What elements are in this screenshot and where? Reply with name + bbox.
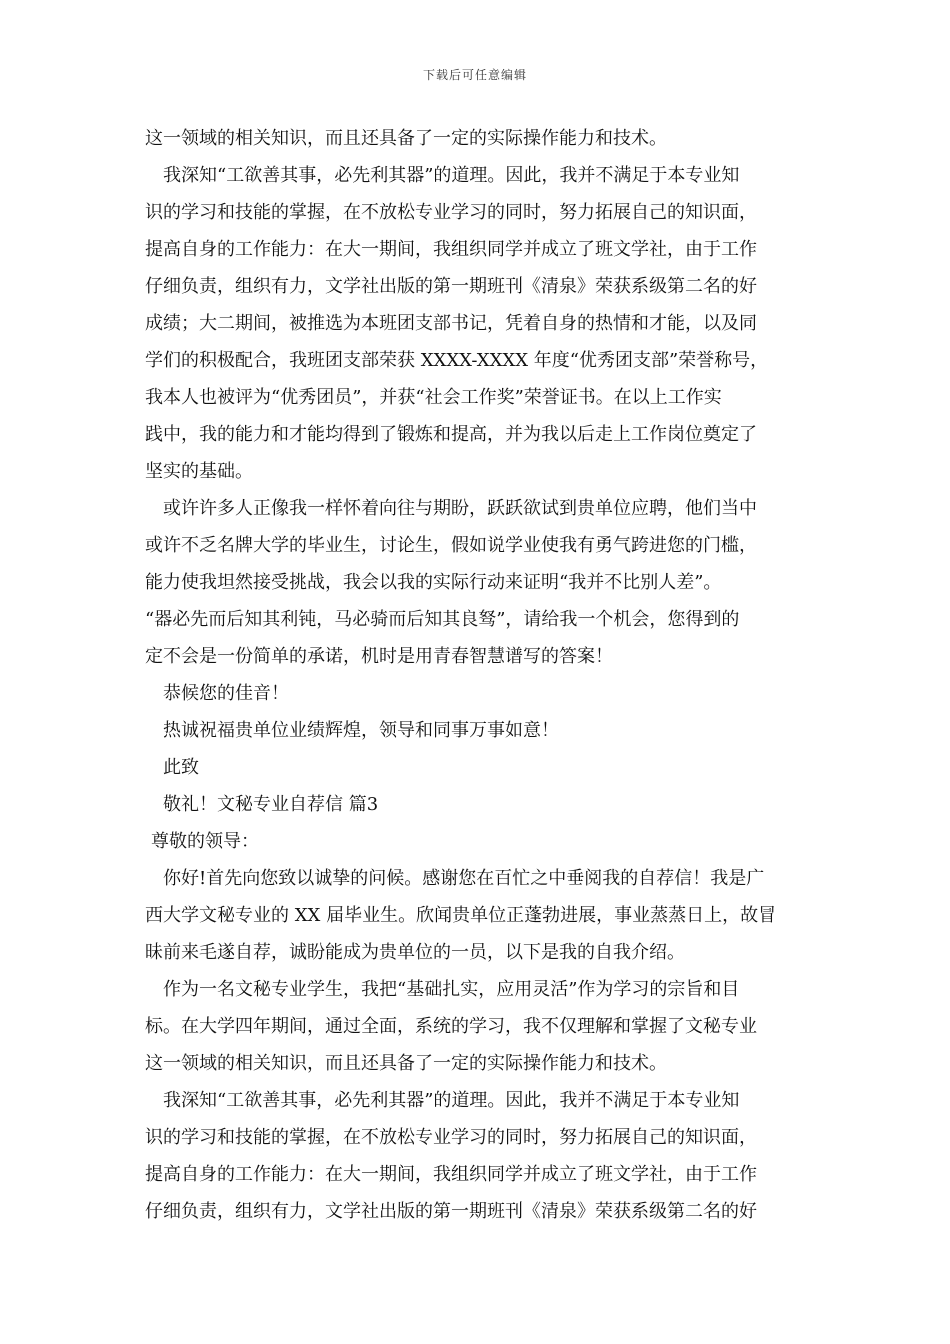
text-line: 此致 [163, 757, 199, 778]
text-line: 昧前来毛遂自荐，诚盼能成为贵单位的一员，以下是我的自我介绍。 [145, 942, 685, 963]
text-line: 标。在大学四年期间，通过全面，系统的学习，我不仅理解和掌握了文秘专业 [145, 1016, 757, 1037]
text-line: 作为一名文秘专业学生，我把“基础扎实，应用灵活”作为学习的宗旨和目 [163, 979, 740, 1000]
text-line: 尊敬的领导： [151, 831, 259, 852]
text-line: 我本人也被评为“优秀团员”，并获“社会工作奖”荣誉证书。在以上工作实 [145, 387, 722, 408]
text-line: 仔细负责，组织有力，文学社出版的第一期班刊《清泉》荣获系级第二名的好 [145, 276, 757, 297]
text-line: 学们的积极配合，我班团支部荣获 XXXX-XXXX 年度“优秀团支部”荣誉称号， [145, 350, 769, 371]
text-line: 这一领域的相关知识，而且还具备了一定的实际操作能力和技术。 [145, 1053, 667, 1074]
text-line: 你好!首先向您致以诚挚的问候。感谢您在百忙之中垂阅我的自荐信！我是广 [163, 868, 765, 889]
text-line: 或许许多人正像我一样怀着向往与期盼，跃跃欲试到贵单位应聘，他们当中 [163, 498, 757, 519]
text-line: 恭候您的佳音！ [163, 683, 289, 704]
text-line: 我深知“工欲善其事，必先利其器”的道理。因此，我并不满足于本专业知 [163, 1090, 740, 1111]
text-line: 敬礼！文秘专业自荐信 篇3 [163, 794, 379, 815]
body-text [145, 120, 807, 1230]
text-line: 或许不乏名牌大学的毕业生，讨论生，假如说学业使我有勇气跨进您的门槛， [145, 535, 757, 556]
text-line: 识的学习和技能的掌握，在不放松专业学习的同时，努力拓展自己的知识面， [145, 202, 757, 223]
text-line: 仔细负责，组织有力，文学社出版的第一期班刊《清泉》荣获系级第二名的好 [145, 1201, 757, 1222]
text-line: 这一领域的相关知识，而且还具备了一定的实际操作能力和技术。 [145, 128, 667, 149]
text-line: 提高自身的工作能力：在大一期间，我组织同学并成立了班文学社，由于工作 [145, 1164, 757, 1185]
text-line: 识的学习和技能的掌握，在不放松专业学习的同时，努力拓展自己的知识面， [145, 1127, 757, 1148]
text-line: 我深知“工欲善其事，必先利其器”的道理。因此，我并不满足于本专业知 [163, 165, 740, 186]
text-line: 热诚祝福贵单位业绩辉煌，领导和同事万事如意！ [163, 720, 559, 741]
text-line: 提高自身的工作能力：在大一期间，我组织同学并成立了班文学社，由于工作 [145, 239, 757, 260]
text-line: 西大学文秘专业的 XX 届毕业生。欣闻贵单位正蓬勃进展，事业蒸蒸日上，故冒 [145, 905, 777, 926]
text-line: 践中，我的能力和才能均得到了锻炼和提高，并为我以后走上工作岗位奠定了 [145, 424, 757, 445]
text-line: 成绩；大二期间，被推选为本班团支部书记，凭着自身的热情和才能，以及同 [145, 313, 757, 334]
header-note: 下载后可任意编辑 [422, 68, 527, 82]
text-line: 能力使我坦然接受挑战，我会以我的实际行动来证明“我并不比别人差”。 [145, 572, 722, 593]
text-line: 坚实的基础。 [145, 461, 253, 482]
text-line: 定不会是一份简单的承诺，机时是用青春智慧谱写的答案！ [145, 646, 613, 667]
text-line: “器必先而后知其利钝，马必骑而后知其良驽”，请给我一个机会，您得到的 [145, 609, 740, 630]
